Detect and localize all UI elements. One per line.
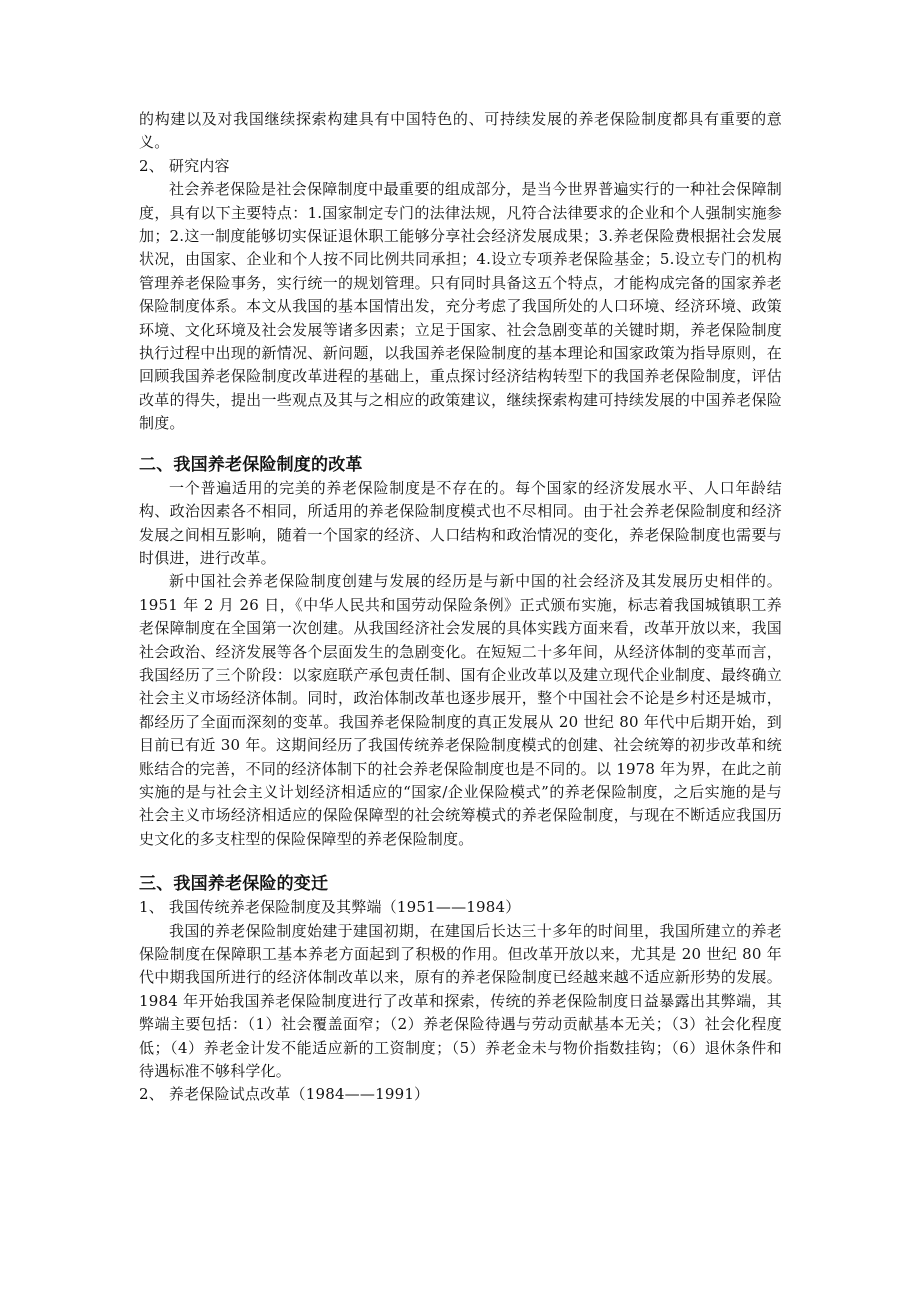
paragraph-research-content: 社会养老保险是社会保障制度中最重要的组成部分，是当今世界普遍实行的一种社会保障制度，具有以下主要特点：1.国家制定专门的法律法规，凡符合法律要求的企业和个人强制实施参加；2.这一制度能够切实保证退休职工能够分享社会经济发展成果；3.养老保险费根据社会发展状况，由国家、企业和个人按不同比例共同承担；4.设立专项养老保险基金；5.设立专门的机构管理养老保险事务，实行统一的规划管理。只有同时具备这五个特点，才能构成完备的国家养老保险制度体系。本文从我国的基本国情出发，充分考虑了我国所处的人口环境、经济环境、政策环境、文化环境及社会发展等诸多因素；立足于国家、社会急剧变革的关键时期，养老保险制度执行过程中出现的新情况、新问题，以我国养老保险制度的基本理论和国家政策为指导原则，在回顾我国养老保险制度改革进程的基础上，重点探讨经济结构转型下的我国养老保险制度，评估改革的得失，提出一些观点及其与之相应的政策建议，继续探索构建可持续发展的中国养老保险制度。 <box>139 180 782 433</box>
subsection-research-content: 2、 研究内容 <box>139 156 230 175</box>
section-heading-reform: 二、我国养老保险制度的改革 <box>139 454 363 475</box>
paragraph-traditional-system: 我国的养老保险制度始建于建国初期，在建国后长达三十多年的时间里，我国所建立的养老保险制度在保障职工基本养老方面起到了积极的作用。但改革开放以来，尤其是 20 世纪 80 年代中期我国所进行的经济体制改革以来，原有的养老保险制度已经越来越不适应新形势的发展。1984 年开始我国养老保险制度进行了改革和探索，传统的养老保险制度日益暴露出其弊端，其弊端主要包括：（1）社会覆盖面窄；（2）养老保险待遇与劳动贡献基本无关；（3）社会化程度低；（4）养老金计发不能适应新的工资制度；（5）养老金未与物价指数挂钩；（6）退休条件和待遇标准不够科学化。 <box>139 921 782 1081</box>
subsection-traditional-system: 1、 我国传统养老保险制度及其弊端（1951——1984） <box>139 898 521 917</box>
subsection-pilot-reform: 2、 养老保险试点改革（1984——1991） <box>139 1085 430 1104</box>
paragraph-reform-intro: 一个普遍适用的完美的养老保险制度是不存在的。每个国家的经济发展水平、人口年龄结构、政治因素各不相同，所适用的养老保险制度模式也不尽相同。由于社会养老保险制度和经济发展之间相互影响，随着一个国家的经济、人口结构和政治情况的变化，养老保险制度也需要与时俱进，进行改革。 <box>139 478 782 567</box>
paragraph-significance-end: 的构建以及对我国继续探索构建具有中国特色的、可持续发展的养老保险制度都具有重要的意义。 <box>139 110 782 152</box>
paragraph-reform-history: 新中国社会养老保险制度创建与发展的经历是与新中国的社会经济及其发展历史相伴的。1951 年 2 月 26 日，《中华人民共和国劳动保险条例》正式颁布实施，标志着我国城镇职工养老保障制度在全国第一次创建。从我国经济社会发展的具体实践方面来看，改革开放以来，我国社会政治、经济发展等各个层面发生的急剧变化。在短短二十多年间，从经济体制的变革而言，我国经历了三个阶段：以家庭联产承包责任制、国有企业改革以及建立现代企业制度、最终确立社会主义市场经济体制。同时，政治体制改革也逐步展开，整个中国社会不论是乡村还是城市，都经历了全面而深刻的变革。我国养老保险制度的真正发展从 20 世纪 80 年代中后期开始，到目前已有近 30 年。这期间经历了我国传统养老保险制度模式的创建、社会统筹的初步改革和统账结合的完善，不同的经济体制下的社会养老保险制度也是不同的。以 1978 年为界，在此之前实施的是与社会主义计划经济相适应的“国家/企业保险模式”的养老保险制度，之后实施的是与社会主义市场经济相适应的保险保障型的社会统筹模式的养老保险制度，与现在不断适应我国历史文化的多支柱型的保险保障型的养老保险制度。 <box>139 572 782 848</box>
document-body <box>139 108 782 1107</box>
section-heading-evolution: 三、我国养老保险的变迁 <box>139 874 329 895</box>
